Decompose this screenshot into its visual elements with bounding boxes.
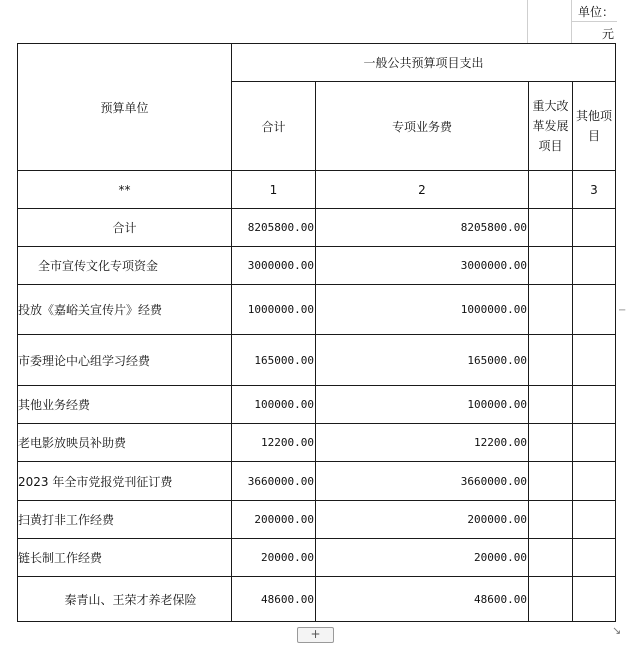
- gridline: [527, 0, 528, 43]
- index-other: 3: [573, 171, 616, 209]
- row-other: [573, 285, 616, 335]
- row-other: [573, 209, 616, 247]
- row-reform: [529, 386, 573, 424]
- row-other: [573, 247, 616, 285]
- row-special: 12200.00: [316, 424, 529, 462]
- row-total: 48600.00: [232, 577, 316, 622]
- row-unit: 其他业务经费: [18, 386, 232, 424]
- index-total: 1: [232, 171, 316, 209]
- row-reform: [529, 462, 573, 501]
- table-row: [18, 247, 616, 285]
- row-unit: 扫黄打非工作经费: [18, 501, 232, 539]
- row-reform: [529, 285, 573, 335]
- row-total: 100000.00: [232, 386, 316, 424]
- table-row: [18, 539, 616, 577]
- header-budget-unit: 预算单位: [18, 44, 232, 171]
- header-special: 专项业务费: [316, 82, 529, 171]
- row-special: 100000.00: [316, 386, 529, 424]
- row-special: 200000.00: [316, 501, 529, 539]
- header-group: 一般公共预算项目支出: [232, 44, 616, 82]
- header-reform: 重大改革发展项目: [529, 82, 573, 171]
- row-unit: 老电影放映员补助费: [18, 424, 232, 462]
- index-reform: [529, 171, 573, 209]
- row-total: 20000.00: [232, 539, 316, 577]
- row-special: 3000000.00: [316, 247, 529, 285]
- table-row: [18, 577, 616, 622]
- header-total: 合计: [232, 82, 316, 171]
- side-collapse-icon[interactable]: −: [618, 305, 626, 316]
- index-unit: **: [18, 171, 232, 209]
- index-special: 2: [316, 171, 529, 209]
- table-row: [18, 285, 616, 335]
- resize-handle-icon[interactable]: ↘: [612, 624, 622, 637]
- budget-table: [17, 43, 616, 622]
- row-reform: [529, 501, 573, 539]
- row-reform: [529, 424, 573, 462]
- gridline: [571, 21, 617, 22]
- row-other: [573, 577, 616, 622]
- row-reform: [529, 577, 573, 622]
- row-other: [573, 539, 616, 577]
- row-unit: 链长制工作经费: [18, 539, 232, 577]
- row-total: 165000.00: [232, 335, 316, 386]
- row-special: 165000.00: [316, 335, 529, 386]
- row-total: 8205800.00: [232, 209, 316, 247]
- row-total: 3660000.00: [232, 462, 316, 501]
- row-unit: 秦青山、王荣才养老保险: [18, 577, 232, 622]
- add-row-button[interactable]: +: [297, 627, 334, 643]
- row-reform: [529, 247, 573, 285]
- header-other: 其他项目: [573, 82, 616, 171]
- index-row: [18, 171, 616, 209]
- row-total: 3000000.00: [232, 247, 316, 285]
- row-unit: 市委理论中心组学习经费: [18, 335, 232, 386]
- row-reform: [529, 539, 573, 577]
- row-reform: [529, 209, 573, 247]
- table-row: [18, 209, 616, 247]
- row-special: 3660000.00: [316, 462, 529, 501]
- row-unit: 2023 年全市党报党刊征订费: [18, 462, 232, 501]
- row-total: 12200.00: [232, 424, 316, 462]
- row-unit: 合计: [18, 209, 232, 247]
- row-other: [573, 335, 616, 386]
- unit-value: 元: [602, 27, 615, 41]
- row-other: [573, 462, 616, 501]
- unit-label: 单位：: [578, 5, 615, 19]
- row-other: [573, 424, 616, 462]
- row-reform: [529, 335, 573, 386]
- row-special: 48600.00: [316, 577, 529, 622]
- row-total: 1000000.00: [232, 285, 316, 335]
- row-unit: 投放《嘉峪关宣传片》经费: [18, 285, 232, 335]
- row-total: 200000.00: [232, 501, 316, 539]
- table-row: [18, 424, 616, 462]
- row-special: 1000000.00: [316, 285, 529, 335]
- row-other: [573, 386, 616, 424]
- row-other: [573, 501, 616, 539]
- table-row: [18, 386, 616, 424]
- row-unit: 全市宣传文化专项资金: [18, 247, 232, 285]
- table-row: [18, 335, 616, 386]
- table-row: [18, 501, 616, 539]
- row-special: 8205800.00: [316, 209, 529, 247]
- table-row: [18, 462, 616, 501]
- row-special: 20000.00: [316, 539, 529, 577]
- table-header-row: [18, 44, 616, 82]
